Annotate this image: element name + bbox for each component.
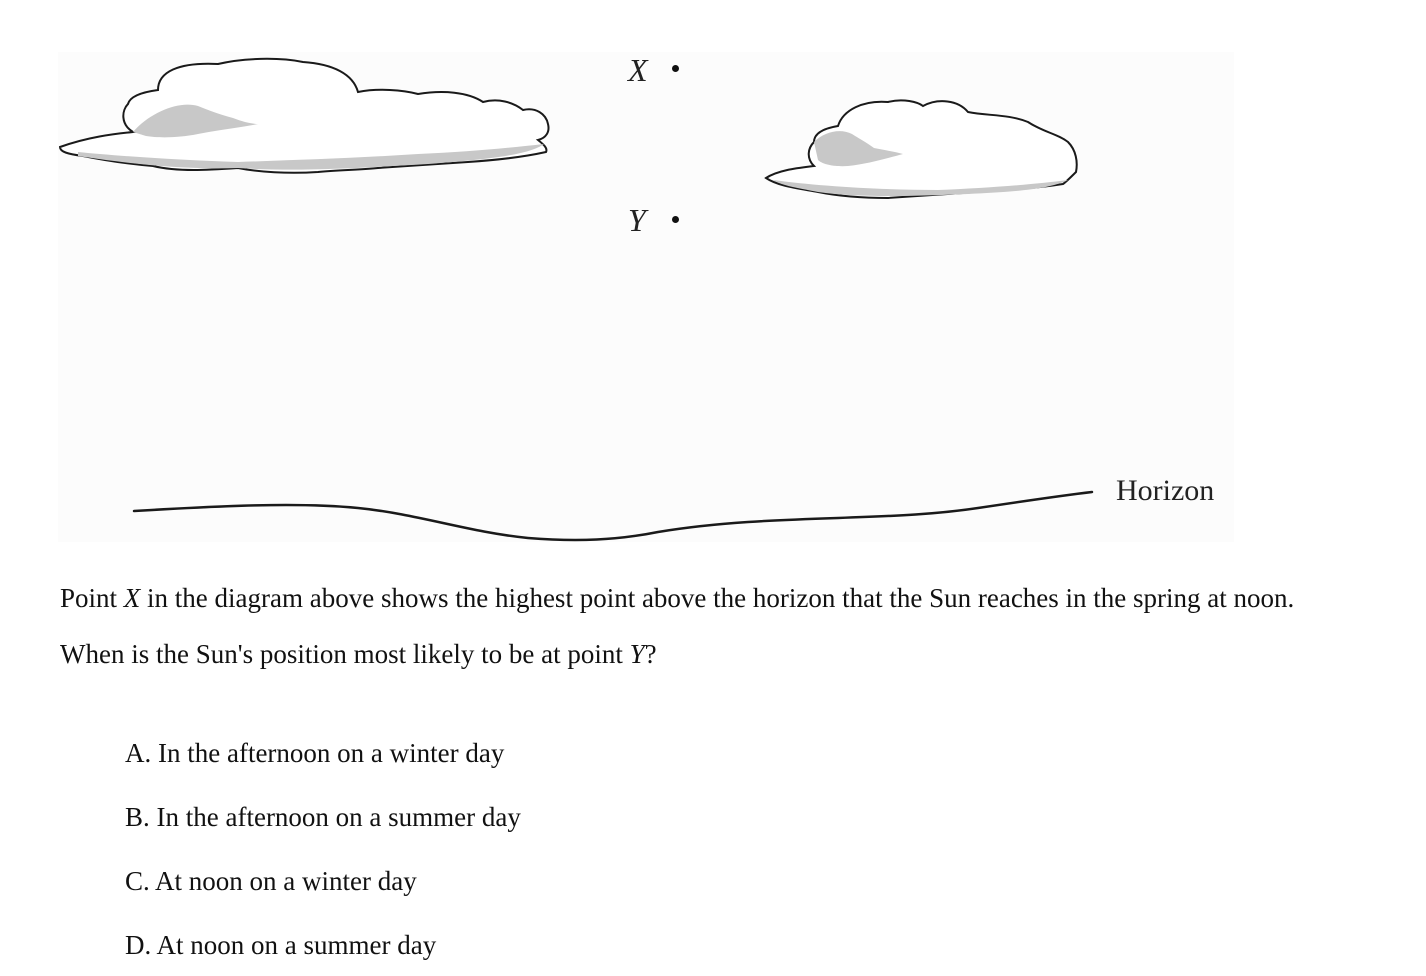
- answer-choice-d[interactable]: D. At noon on a summer day: [125, 930, 437, 960]
- point-y-dot: [672, 216, 679, 223]
- question-text: Point: [60, 583, 124, 613]
- cloud-icon: [766, 100, 1077, 198]
- point-x-dot: [672, 65, 679, 72]
- diagram-drawing: [58, 52, 1234, 542]
- point-y-label: Y: [628, 202, 646, 238]
- question-line-1: [60, 582, 1294, 614]
- answer-choice-b[interactable]: B. In the afternoon on a summer day: [125, 802, 521, 832]
- point-y-reference: Y: [629, 639, 645, 669]
- point-x-label: X: [628, 52, 648, 88]
- horizon-line: [134, 492, 1092, 540]
- cloud-icon: [60, 59, 549, 173]
- answer-choice-a[interactable]: A. In the afternoon on a winter day: [125, 738, 505, 768]
- sun-position-diagram: [58, 52, 1234, 542]
- question-line-2: [60, 638, 657, 670]
- question-text: ?: [644, 639, 657, 669]
- answer-choice-c[interactable]: C. At noon on a winter day: [125, 866, 417, 896]
- question-text: in the diagram above shows the highest point above the horizon that the Sun reaches in the spring at noon.: [140, 583, 1295, 613]
- point-x-reference: X: [123, 583, 141, 613]
- question-text: When is the Sun's position most likely to be at point: [60, 639, 630, 669]
- horizon-label: Horizon: [1116, 474, 1215, 507]
